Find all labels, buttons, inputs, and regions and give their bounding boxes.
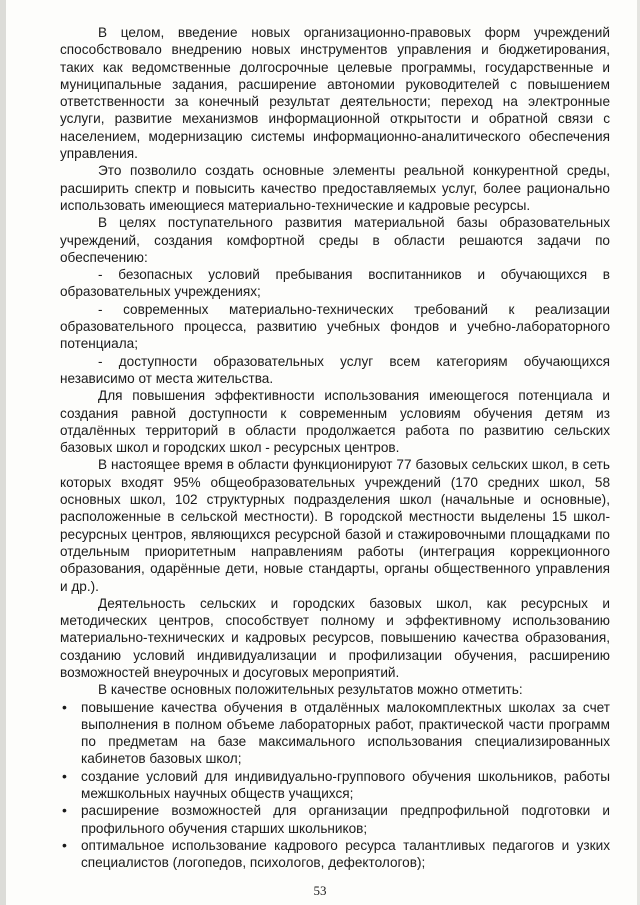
- list-item: • расширение возможностей для организации предпрофильной подготовки и профильного обучения старших школьников;: [60, 802, 610, 837]
- paragraph-6: - доступности образовательных услуг всем категориям обучающихся независимо от места жительства.: [60, 353, 610, 386]
- results-list: [60, 699, 610, 872]
- list-item: • создание условий для индивидуально-группового обучения школьников, работы межшкольных научных обществ учащихся;: [60, 768, 610, 803]
- list-item: • оптимальное использование кадрового ресурса талантливых педагогов и узких специалистов (логопедов, психологов, дефектологов);: [60, 837, 610, 872]
- paragraph-2: Это позволило создать основные элементы реальной конкурентной среды, расширить спектр и повысить качество предоставляемых услуг, более рационально использовать имеющиеся материально-технические и кадровые ресурсы.: [60, 163, 610, 213]
- paragraph-3: В целях поступательного развития материальной базы образовательных учреждений, создания комфортной среды в области решаются задачи по обеспечению:: [60, 215, 610, 265]
- paragraph-7: Для повышения эффективности использования имеющегося потенциала и создания равной доступности к современным условиям обучения детям из отдалённых территорий в области продолжается работа по развитию сельских базовых школ и городских школ - ресурсных центров.: [60, 388, 610, 456]
- list-item: • повышение качества обучения в отдалённых малокомплектных школах за счет выполнения в полном объеме лабораторных работ, практической части программ по предметам на базе максимального использования специализированных кабинетов базовых школ;: [60, 699, 610, 768]
- document-page: [60, 24, 610, 872]
- paragraph-1: В целом, введение новых организационно-правовых форм учреждений способствовало внедрению новых инструментов управления и бюджетирования, таких как ведомственные долгосрочные целевые программы, государственные и муниципальные задания, расширение автономии руководителей с повышением ответственности за конечный результат деятельности; переход на электронные услуги, развитие механизмов информационной открытости и обратной связи с населением, модернизацию системы информационно-аналитического обеспечения управления.: [60, 25, 610, 162]
- paragraph-10: В качестве основных положительных результатов можно отметить:: [98, 682, 523, 698]
- paragraph-8: В настоящее время в области функционируют 77 базовых сельских школ, в сеть которых входят 95% общеобразовательных учреждений (170 средних школ, 58 основных школ, 102 структурных подразделения школ (начальные и основные), расположенные в сельской местности). В городской местности выделены 15 школ-ресурсных центров, являющихся ресурсной базой и стажировочными площадками по отдельным приоритетным направлениям работы (интеграция коррекционного образования, одарённые дети, новые стандарты, органы общественного управления и др.).: [60, 457, 610, 594]
- page-number: 53: [313, 883, 327, 898]
- paragraph-4: - безопасных условий пребывания воспитанников и обучающихся в образовательных учреждениях;: [60, 267, 610, 300]
- scan-edge-left: [0, 0, 6, 905]
- paragraph-5: - современных материально-технических требований к реализации образовательного процесса, развитию учебных фондов и учебно-лабораторного потенциала;: [60, 301, 610, 352]
- paragraph-9: Деятельность сельских и городских базовых школ, как ресурсных и методических центров, способствует полному и эффективному использованию материально-технических и кадровых ресурсов, повышению качества образования, созданию условий индивидуализации и профилизации обучения, расширению возможностей внеурочных и досуговых мероприятий.: [60, 595, 610, 680]
